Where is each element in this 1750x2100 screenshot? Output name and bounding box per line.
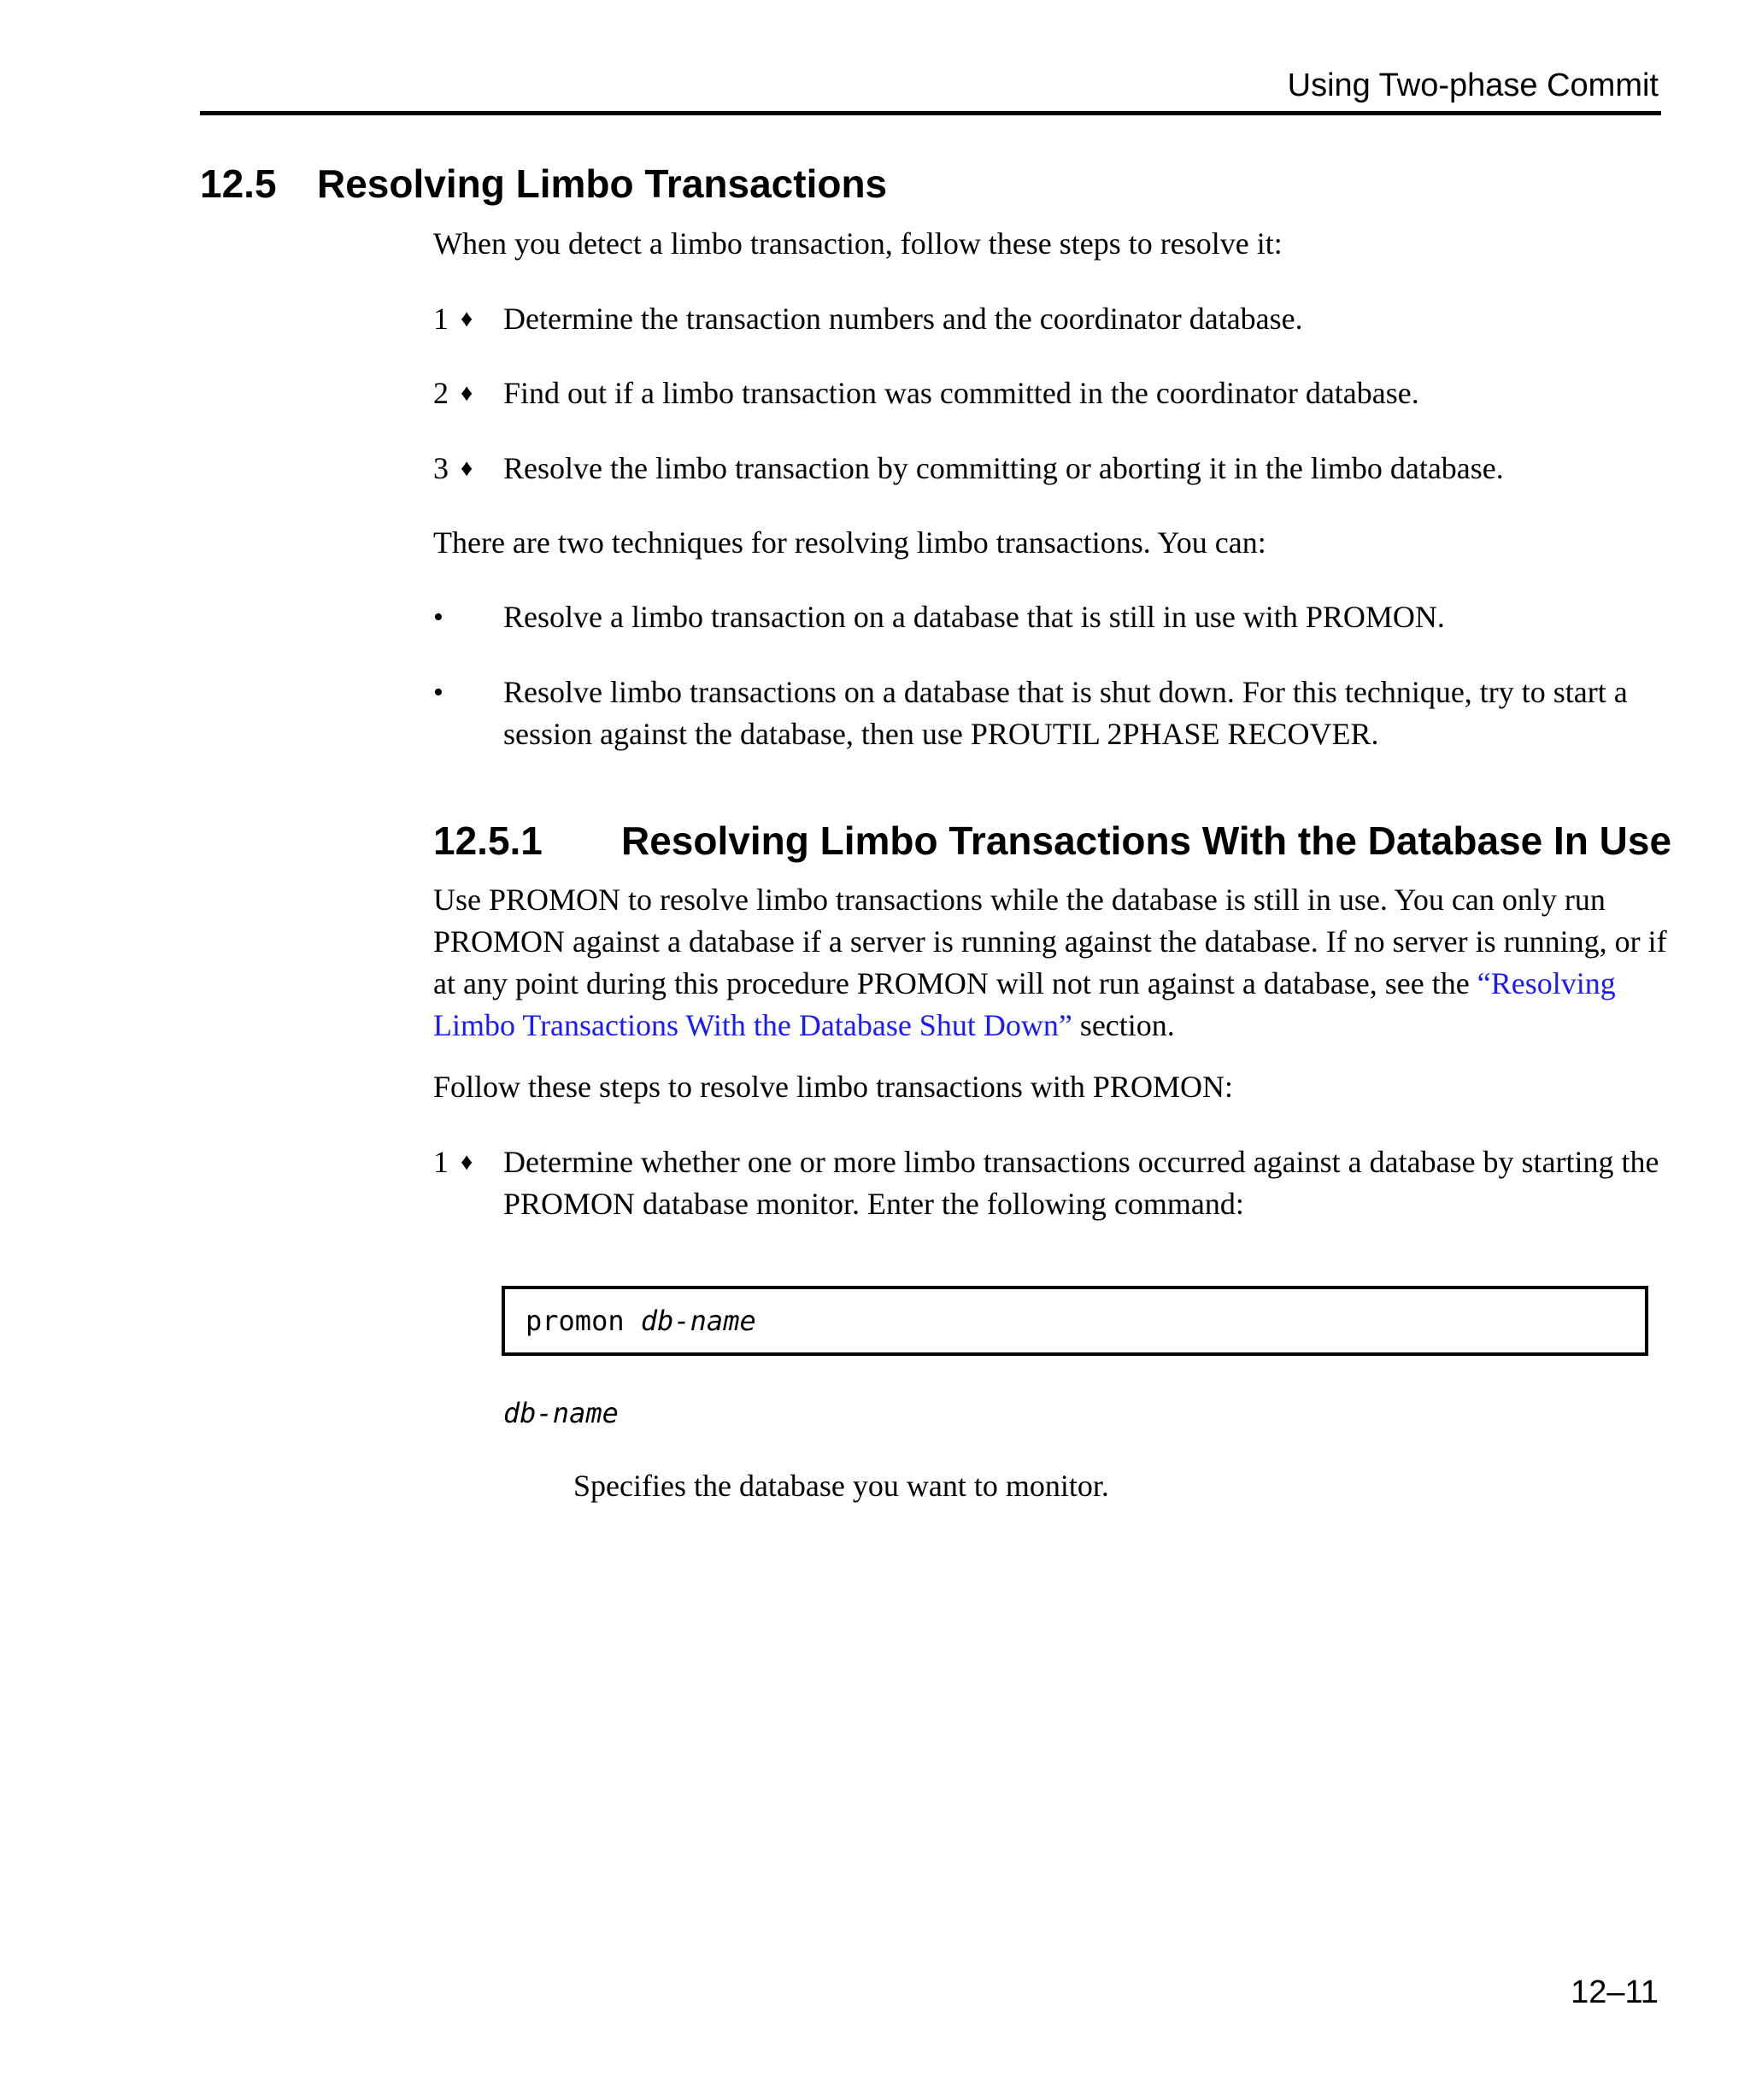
bullet-icon: • xyxy=(433,677,443,708)
cross-reference-link[interactable]: “Resolving Limbo Transactions With the Database Shut Down” xyxy=(433,966,1616,1042)
paragraph-text: Use PROMON to resolve limbo transactions while the database is still in use. You can only run PROMON against a database if a server is running against the database. If no server is running, or if at any point during this procedure PROMON will not run against a database, see the xyxy=(433,883,1667,1000)
parameter-description: Specifies the database you want to monitor. xyxy=(573,1469,1109,1503)
page-number: 12–11 xyxy=(1571,1974,1659,2010)
paragraph-text: section. xyxy=(1072,1008,1175,1042)
bullet-text: Resolve limbo transactions on a database that is shut down. For this technique, try to start a session against the database, then use PROUTIL 2PHASE RECOVER. xyxy=(503,675,1628,751)
running-header: Using Two-phase Commit xyxy=(1287,67,1659,103)
subsection-title: Resolving Limbo Transactions With the Database In Use xyxy=(621,818,1672,863)
step-number: 1 xyxy=(433,302,449,336)
diamond-icon: ♦ xyxy=(461,455,473,482)
bullet-text: Resolve a limbo transaction on a database that is still in use with PROMON. xyxy=(503,600,1445,634)
diamond-icon: ♦ xyxy=(461,306,473,332)
diamond-icon: ♦ xyxy=(461,380,473,407)
step-text: Determine whether one or more limbo transactions occurred against a database by starting the PROMON database monitor. Enter the following command: xyxy=(503,1145,1659,1221)
section-title: Resolving Limbo Transactions xyxy=(317,161,888,206)
code-command: promon xyxy=(526,1305,641,1337)
diamond-icon: ♦ xyxy=(461,1149,473,1176)
subsection-number: 12.5.1 xyxy=(433,818,543,863)
follow-intro: Follow these steps to resolve limbo transactions with PROMON: xyxy=(433,1070,1233,1104)
step-text: Find out if a limbo transaction was committed in the coordinator database. xyxy=(503,376,1419,410)
step-number: 2 xyxy=(433,376,449,410)
step-text: Resolve the limbo transaction by committing or aborting it in the limbo database. xyxy=(503,451,1504,485)
step-number: 1 xyxy=(433,1145,449,1179)
step-number: 3 xyxy=(433,451,449,485)
code-argument: db-name xyxy=(640,1305,756,1337)
section-intro: When you detect a limbo transaction, follow these steps to resolve it: xyxy=(433,226,1283,261)
section-number: 12.5 xyxy=(200,161,277,206)
parameter-term: db-name xyxy=(503,1397,619,1429)
bullet-icon: • xyxy=(433,601,443,633)
header-rule xyxy=(200,111,1661,115)
code-block xyxy=(502,1286,1648,1356)
step-text: Determine the transaction numbers and the coordinator database. xyxy=(503,302,1303,336)
subsection-paragraph xyxy=(433,879,1668,1047)
techniques-intro: There are two techniques for resolving limbo transactions. You can: xyxy=(433,525,1266,560)
